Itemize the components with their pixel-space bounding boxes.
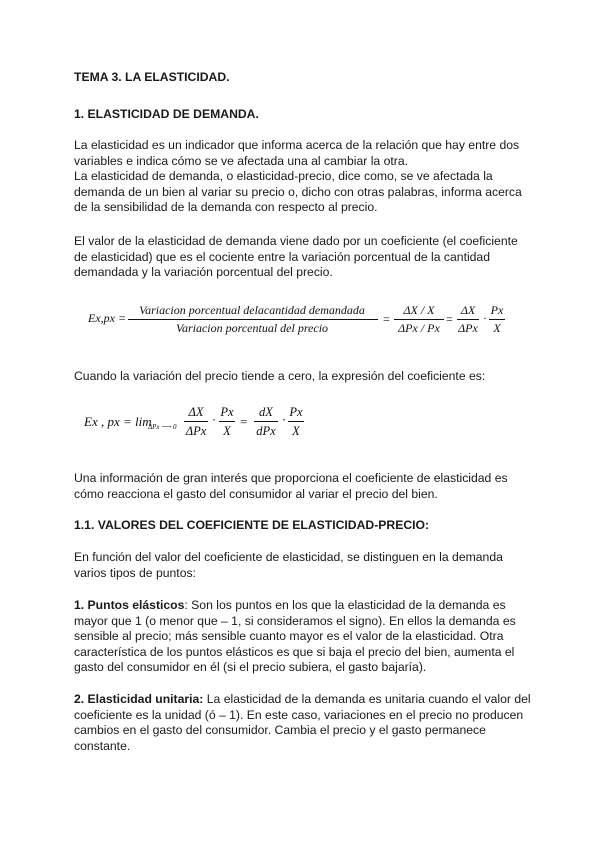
text-line: coeficiente es la unidad (ó – 1). En este caso, variaciones en el precio no producen — [74, 707, 524, 722]
text-line: variables e indica cómo se ve afectada una al cambiar la otra. — [74, 153, 408, 168]
formula-denominator: ΔPx — [185, 424, 207, 438]
text-line: cómo reacciona el gasto del consumidor al variar el precio del bien. — [74, 486, 438, 501]
formula-numerator: Variacion porcentual delacantidad demandada — [139, 303, 365, 317]
section-1-paragraph-2 — [74, 234, 530, 281]
dot-operator: · — [212, 413, 217, 427]
formula-lhs: Ex , px = lim — [84, 414, 152, 429]
text-line: constante. — [74, 738, 131, 753]
fraction-bar — [288, 421, 304, 422]
formula-numerator-3: ΔX — [460, 303, 476, 317]
item-lead: 1. Puntos elásticos — [74, 598, 185, 612]
text-line: varios tipos de puntos: — [74, 565, 196, 580]
formula-denominator-3: ΔPx — [458, 321, 478, 335]
equals-sign: = — [240, 414, 248, 429]
fraction-bar — [128, 319, 378, 320]
text-line: de la sensibilidad de la demanda con respecto al precio. — [74, 200, 378, 215]
item-first-line: : Son los puntos en los que la elasticidad de la demanda es — [184, 598, 506, 612]
formula-numerator-3: dX — [259, 405, 273, 419]
fraction-bar — [254, 421, 278, 422]
text-line: gasto del consumidor en él (si el precio subiera, el gasto bajaría). — [74, 660, 427, 675]
item-lead: 2. Elasticidad unitaria: — [74, 692, 204, 706]
text-line: cambios en el gasto del consumidor. Cambia el precio y el gasto permanece — [74, 723, 486, 738]
formula-denominator-2: ΔPx / Px — [398, 321, 440, 335]
formula-denominator-4: X — [493, 321, 501, 335]
item-puntos-elasticos — [74, 598, 530, 676]
formula-denominator-3: dPx — [256, 424, 276, 438]
section-1-heading: 1. ELASTICIDAD DE DEMANDA. — [74, 107, 259, 121]
formula-numerator: ΔX — [188, 405, 204, 419]
equals-sign: = — [446, 312, 453, 326]
fraction-bar — [489, 319, 505, 320]
fraction-bar — [457, 319, 479, 320]
formula-denominator-4: X — [292, 424, 300, 438]
formula-denominator: Variacion porcentual del precio — [175, 321, 329, 335]
section-1-paragraph-4 — [74, 471, 530, 502]
section-1-1-intro — [74, 550, 530, 581]
text-line: sensible al precio; más sensible cuanto mayor es el valor de la elasticidad. Otra — [74, 629, 504, 644]
formula-numerator-4: Px — [490, 303, 504, 317]
fraction-bar — [394, 319, 444, 320]
formula-lhs: Ex,px = — [88, 311, 127, 325]
formula-numerator-2: ΔX / X — [403, 303, 435, 317]
text-line: Cuando la variación del precio tiende a cero, la expresión del coeficiente es: — [74, 369, 486, 383]
limit-subscript: ΔPx ⟶ 0 — [148, 423, 177, 431]
text-line: En función del valor del coeficiente de elasticidad, se distinguen en la demanda — [74, 550, 503, 564]
text-line: La elasticidad de demanda, o elasticidad-precio, dice como, se ve afectada la — [74, 169, 493, 184]
text-line: mayor que 1 (o menor que – 1, si consideramos el signo). En ellos la demanda es — [74, 613, 516, 628]
formula-numerator-4: Px — [289, 405, 303, 419]
text-line — [74, 692, 530, 708]
fraction-bar — [184, 421, 208, 422]
text-line: Una información de gran interés que proporciona el coeficiente de elasticidad es — [74, 471, 508, 485]
equals-sign: = — [383, 312, 390, 326]
text-line: La elasticidad es un indicador que informa acerca de la relación que hay entre dos — [74, 138, 520, 152]
section-1-paragraph-3 — [74, 369, 530, 385]
item-first-line: La elasticidad de la demanda es unitaria cuando el valor del — [203, 692, 531, 706]
formula-denominator-2: X — [223, 424, 231, 438]
dot-operator: · — [282, 413, 287, 427]
text-line: de elasticidad) que es el cociente entre la variación porcentual de la cantidad — [74, 249, 490, 264]
text-line: demanda de un bien al variar su precio o, dicho con otras palabras, informa acerca — [74, 184, 522, 199]
document-title: TEMA 3. LA ELASTICIDAD. — [74, 70, 230, 84]
fraction-bar — [219, 421, 235, 422]
formula-numerator-2: Px — [220, 405, 234, 419]
text-line: característica de los puntos elásticos es que si baja el precio del bien, aumenta el — [74, 644, 515, 659]
dot-operator: · — [483, 311, 487, 325]
section-1-1-heading: 1.1. VALORES DEL COEFICIENTE DE ELASTICIDAD-PRECIO: — [74, 518, 430, 532]
section-1-paragraph-1 — [74, 138, 530, 216]
text-line — [74, 598, 530, 614]
text-line: demandada y la variación porcentual del precio. — [74, 265, 333, 280]
item-elasticidad-unitaria — [74, 692, 530, 754]
text-line: El valor de la elasticidad de demanda viene dado por un coeficiente (el coeficiente — [74, 234, 518, 248]
